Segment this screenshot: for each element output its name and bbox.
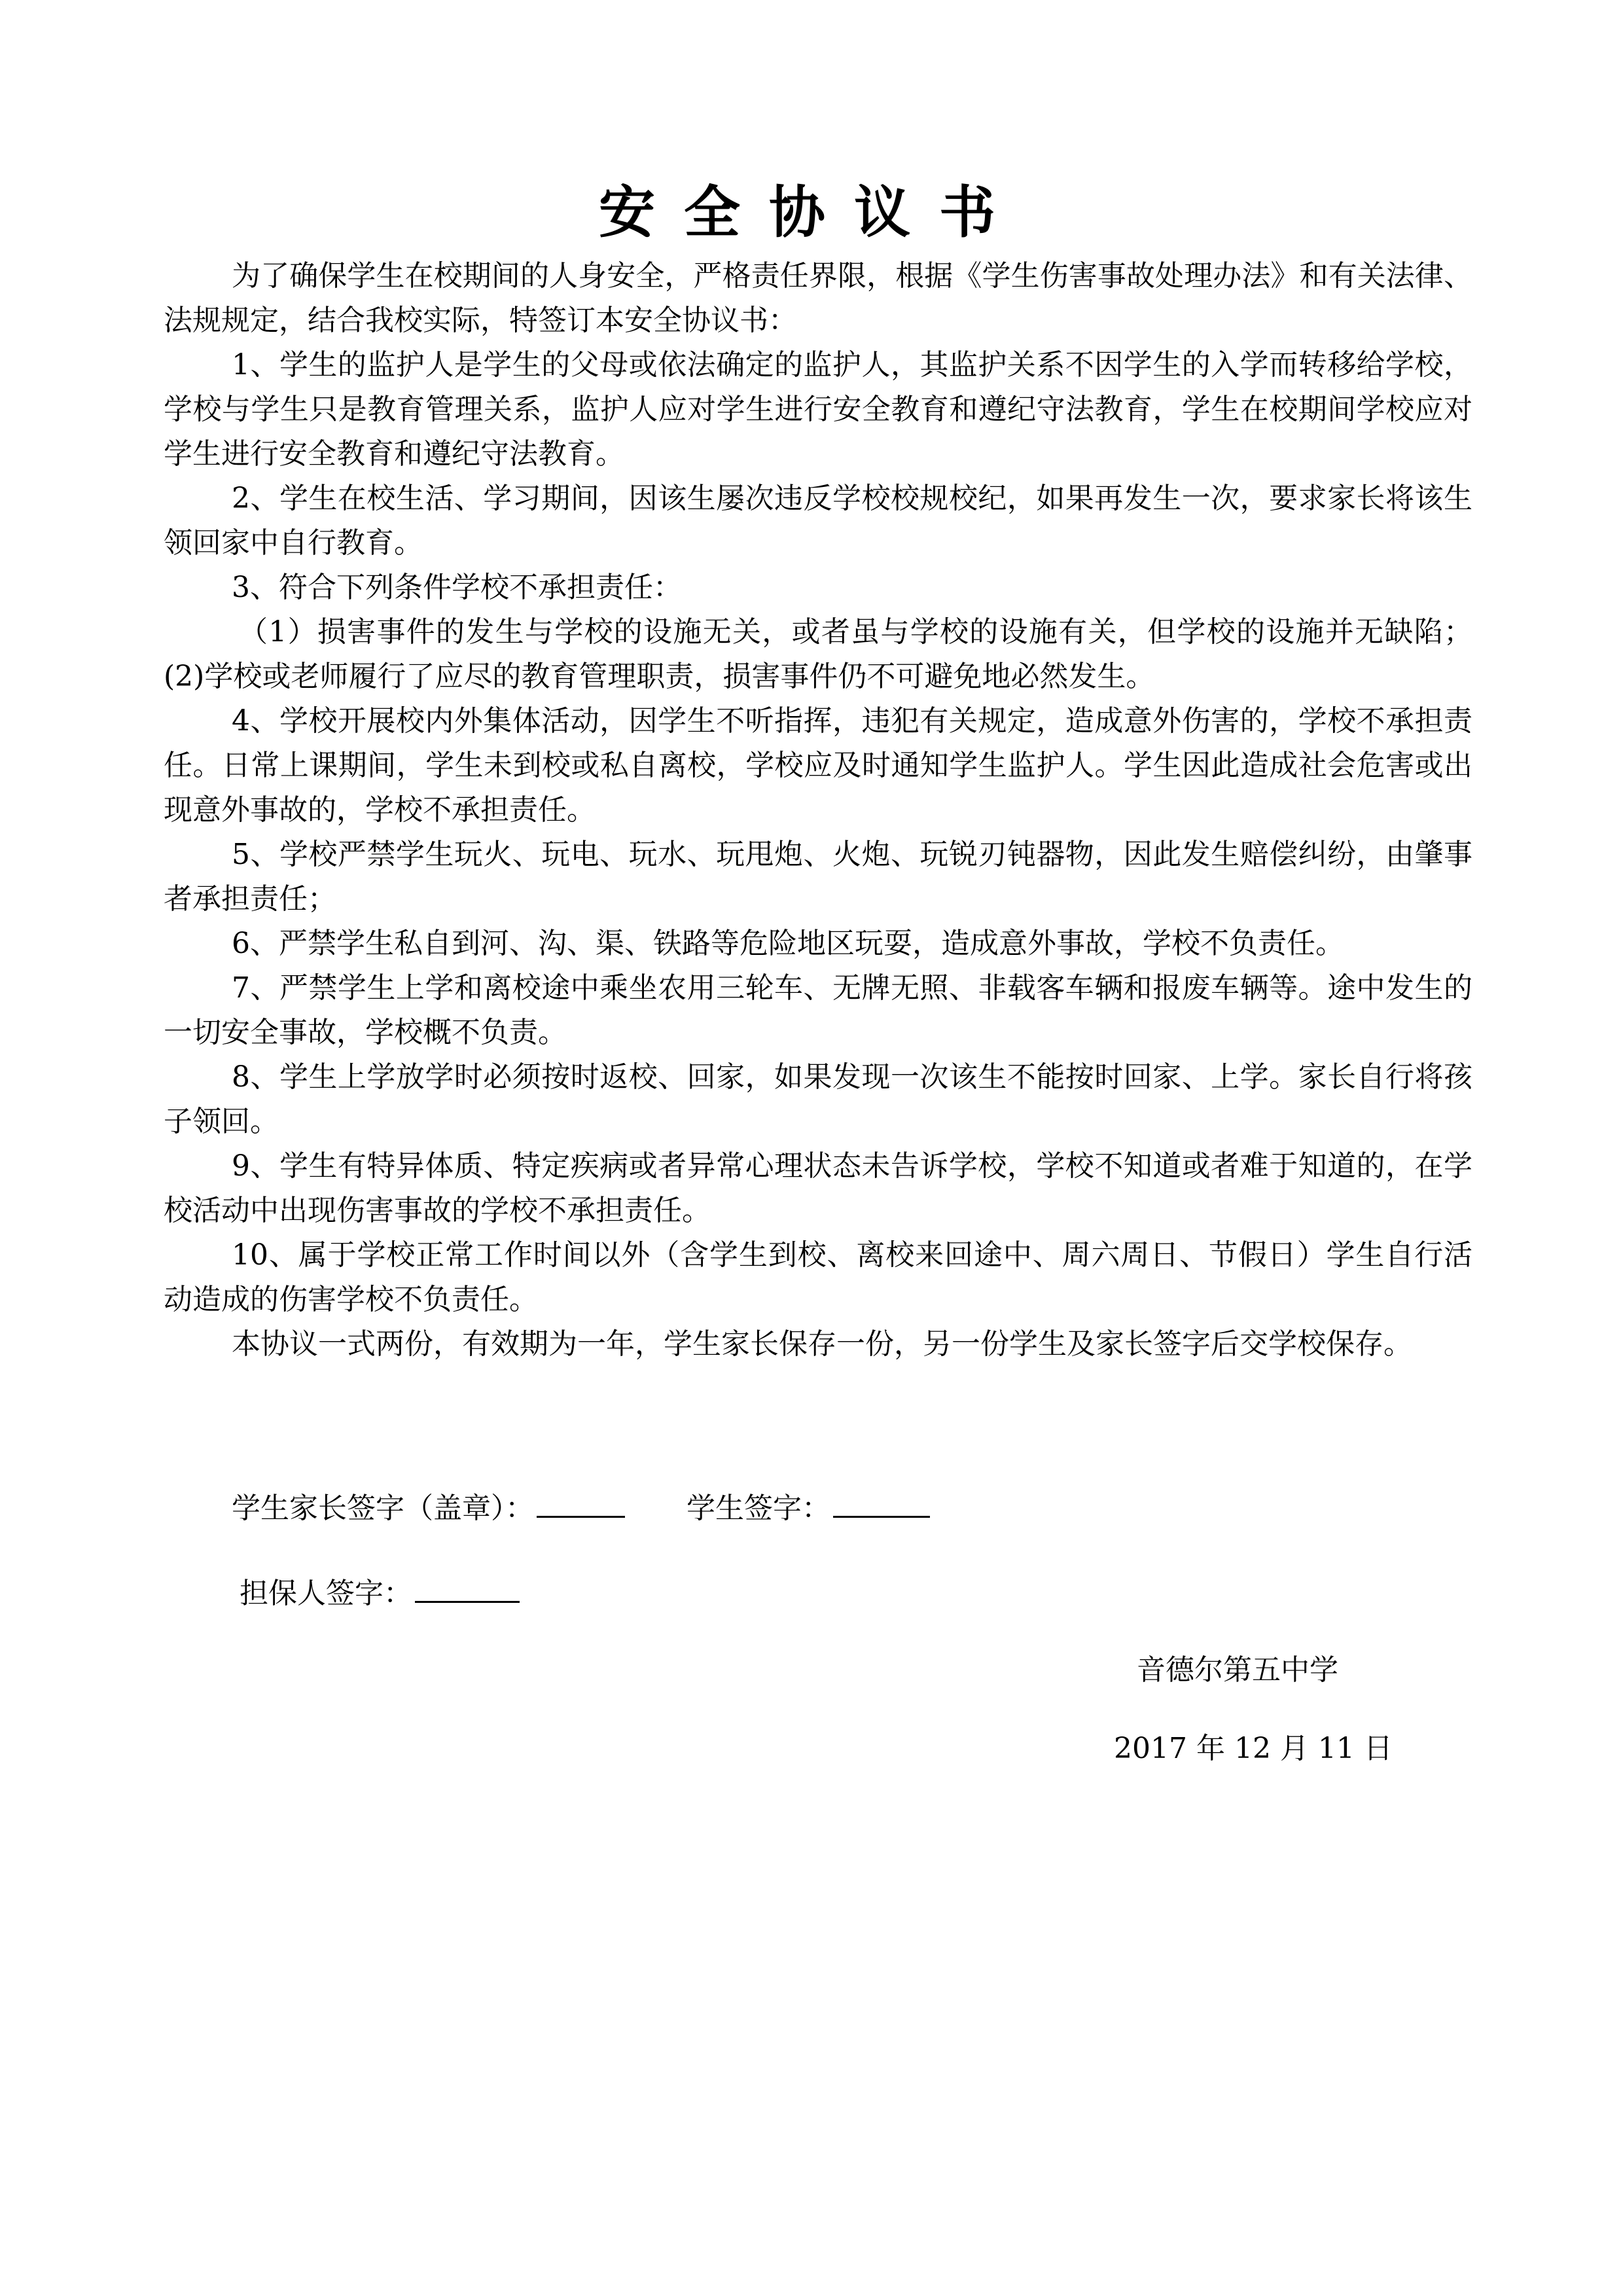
student-signature-line: [833, 1487, 930, 1518]
guarantor-signature-label: 担保人签字：: [240, 1577, 412, 1610]
clause-9: 9、学生有特异体质、特定疾病或者异常心理状态未告诉学校，学校不知道或者难于知道的，在学校活动中出现伤害事故的学校不承担责任。: [164, 1149, 1472, 1227]
intro-paragraph: 为了确保学生在校期间的人身安全，严格责任界限，根据《学生伤害事故处理办法》和有关法律、法规规定，结合我校实际，特签订本安全协议书：: [164, 259, 1472, 337]
document-date: 2017 年 12 月 11 日: [1114, 1732, 1393, 1765]
signature-row-guarantor: [240, 1572, 520, 1613]
parent-signature-label: 学生家长签字（盖章）：: [232, 1492, 534, 1525]
document-title: 安全协议书: [599, 180, 1024, 245]
clause-1: 1、学生的监护人是学生的父母或依法确定的监护人，其监护关系不因学生的入学而转移给学校，学校与学生只是教育管理关系，监护人应对学生进行安全教育和遵纪守法教育，学生在校期间学校应对学生进行安全教育和遵纪守法教育。: [164, 348, 1472, 471]
clause-10: 10、属于学校正常工作时间以外（含学生到校、离校来回途中、周六周日、节假日）学生自行活动造成的伤害学校不负责任。: [164, 1238, 1472, 1316]
clause-4: 4、学校开展校内外集体活动，因学生不听指挥，违犯有关规定，造成意外伤害的，学校不承担责任。日常上课期间，学生未到校或私自离校，学校应及时通知学生监护人。学生因此造成社会危害或出现意外事故的，学校不承担责任。: [164, 704, 1472, 827]
clause-2: 2、学生在校生活、学习期间，因该生屡次违反学校校规校纪，如果再发生一次，要求家长将该生领回家中自行教育。: [164, 482, 1472, 560]
closing-paragraph: 本协议一式两份，有效期为一年，学生家长保存一份，另一份学生及家长签字后交学校保存。: [232, 1327, 1412, 1361]
parent-signature-line: [537, 1487, 625, 1518]
guarantor-signature-line: [415, 1572, 520, 1603]
school-name: 音德尔第五中学: [1137, 1653, 1338, 1687]
clause-8: 8、学生上学放学时必须按时返校、回家，如果发现一次该生不能按时回家、上学。家长自行将孩子领回。: [164, 1060, 1472, 1138]
clause-3-conditions: （1）损害事件的发生与学校的设施无关，或者虽与学校的设施有关，但学校的设施并无缺陷；(2)学校或老师履行了应尽的教育管理职责，损害事件仍不可避免地必然发生。: [164, 615, 1472, 693]
clause-3: 3、符合下列条件学校不承担责任：: [232, 571, 682, 604]
signature-row-parent-student: [232, 1487, 930, 1528]
document-body: [164, 254, 1472, 1367]
clause-5: 5、学校严禁学生玩火、玩电、玩水、玩甩炮、火炮、玩锐刃钝器物，因此发生赔偿纠纷，由肇事者承担责任；: [164, 838, 1472, 916]
clause-6: 6、严禁学生私自到河、沟、渠、铁路等危险地区玩耍，造成意外事故，学校不负责任。: [232, 927, 1344, 960]
student-signature-label: 学生签字：: [687, 1492, 830, 1525]
clause-7: 7、严禁学生上学和离校途中乘坐农用三轮车、无牌无照、非载客车辆和报废车辆等。途中发生的一切安全事故，学校概不负责。: [164, 971, 1472, 1049]
